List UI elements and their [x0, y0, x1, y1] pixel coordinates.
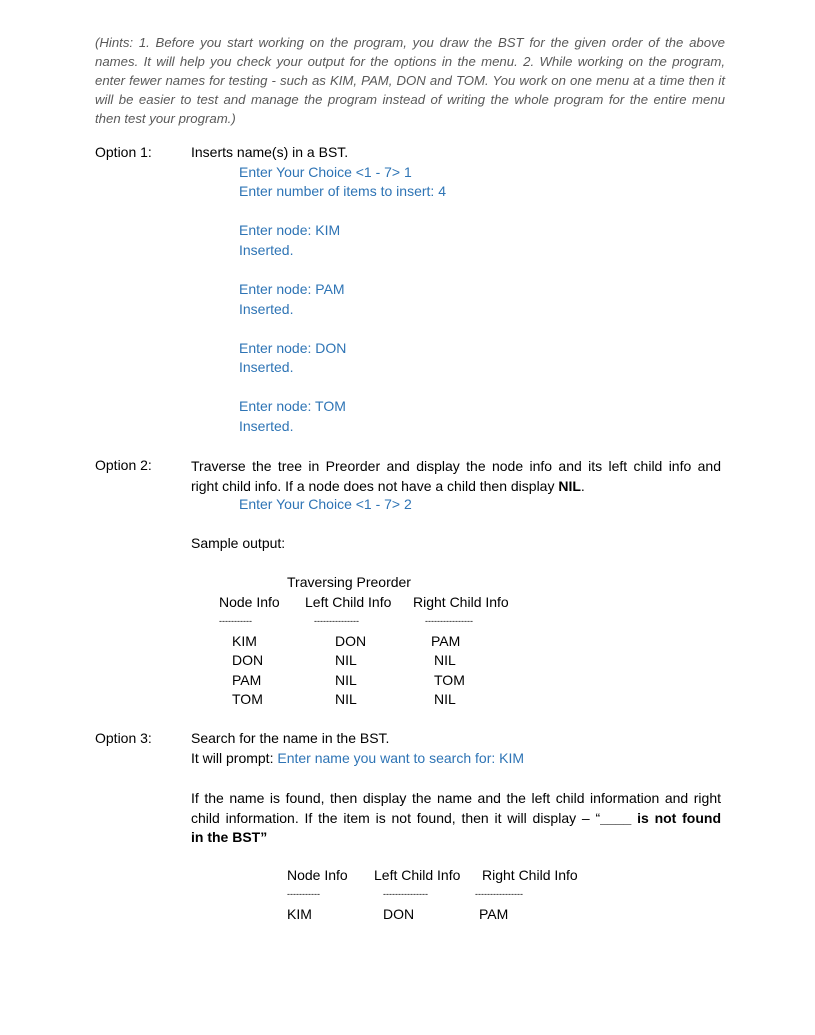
table-cell: TOM [232, 691, 263, 707]
option2-desc-line: Traverse the tree in Preorder and display the node info and its left child info and [191, 458, 721, 474]
hints-line: enter fewer names for testing - such as KIM, PAM, DON and TOM. You work on one menu at a time then it [95, 73, 725, 88]
table-separator: ----------- [287, 889, 320, 899]
table-separator: ----------- [219, 616, 252, 626]
option1-choice: Enter Your Choice <1 - 7> 1 [239, 164, 412, 180]
option2-choice: Enter Your Choice <1 - 7> 2 [239, 496, 412, 512]
table-cell: KIM [287, 906, 312, 922]
table-separator: --------------- [314, 616, 359, 626]
table-cell: PAM [431, 633, 461, 649]
option1-entry-prompt: Enter node: DON [239, 340, 347, 356]
sample-output-label: Sample output: [191, 535, 286, 551]
option1-entry-result: Inserted. [239, 242, 294, 258]
hints-line: (Hints: 1. Before you start working on the program, you draw the BST for the given order of the above [95, 35, 725, 50]
prompt-text: Enter name you want to search for: KIM [277, 750, 525, 766]
hints-line: names. It will help you check your output for the options in the menu. 2. While working on the program, [95, 54, 725, 69]
table-header: Left Child Info [374, 867, 461, 883]
hints-line: then test your program.) [95, 111, 236, 126]
nil-keyword: NIL [558, 477, 581, 494]
option3-found-line [191, 828, 721, 848]
not-found-text: in the BST” [191, 829, 268, 845]
table-header: Node Info [219, 594, 280, 610]
hints-line: will be easier to test and manage the program instead of writing the whole program for the entire menu [95, 92, 725, 107]
table-header: Right Child Info [482, 867, 578, 883]
table-cell: KIM [232, 633, 257, 649]
option1-description: Inserts name(s) in a BST. [191, 144, 349, 160]
table-cell: NIL [335, 652, 357, 668]
table-title: Traversing Preorder [287, 574, 411, 590]
table-header: Left Child Info [305, 594, 392, 610]
option1-entry-prompt: Enter node: TOM [239, 398, 346, 414]
table-cell: NIL [335, 672, 357, 688]
table-header: Node Info [287, 867, 348, 883]
option3-label: Option 3: [95, 730, 152, 746]
option3-prompt [191, 750, 524, 766]
option1-entry-result: Inserted. [239, 359, 294, 375]
table-separator: --------------- [383, 889, 428, 899]
table-cell: PAM [232, 672, 262, 688]
text: right child info. If a node does not have a child then display [191, 477, 559, 494]
table-cell: PAM [479, 906, 509, 922]
option2-label: Option 2: [95, 457, 152, 473]
option1-entry-result: Inserted. [239, 418, 294, 434]
option3-found-line: If the name is found, then display the name and the left child information and right [191, 790, 721, 806]
option2-desc-line [191, 477, 721, 497]
option3-found-paragraph [191, 789, 721, 848]
prompt-prefix: It will prompt: [191, 750, 274, 766]
table-header: Right Child Info [413, 594, 509, 610]
text: child information. If the item is not found, then it will display – “ [191, 809, 601, 826]
option1-count: Enter number of items to insert: 4 [239, 183, 446, 199]
option1-entry-result: Inserted. [239, 301, 294, 317]
option3-description: Search for the name in the BST. [191, 730, 390, 746]
not-found-text: is not found [631, 809, 722, 826]
table-cell: NIL [434, 691, 456, 707]
table-separator: ---------------- [425, 616, 473, 626]
option1-entry-prompt: Enter node: PAM [239, 281, 345, 297]
table-cell: DON [383, 906, 415, 922]
option1-label: Option 1: [95, 144, 152, 160]
text: . [580, 477, 585, 494]
option2-description [191, 457, 721, 496]
hints-paragraph [95, 33, 725, 128]
table-cell: DON [232, 652, 264, 668]
option1-entry-prompt: Enter node: KIM [239, 222, 341, 238]
table-cell: NIL [335, 691, 357, 707]
table-cell: DON [335, 633, 367, 649]
table-cell: NIL [434, 652, 456, 668]
option3-found-line [191, 809, 721, 829]
blank: ____ [600, 809, 632, 826]
table-separator: ---------------- [475, 889, 523, 899]
table-cell: TOM [434, 672, 465, 688]
